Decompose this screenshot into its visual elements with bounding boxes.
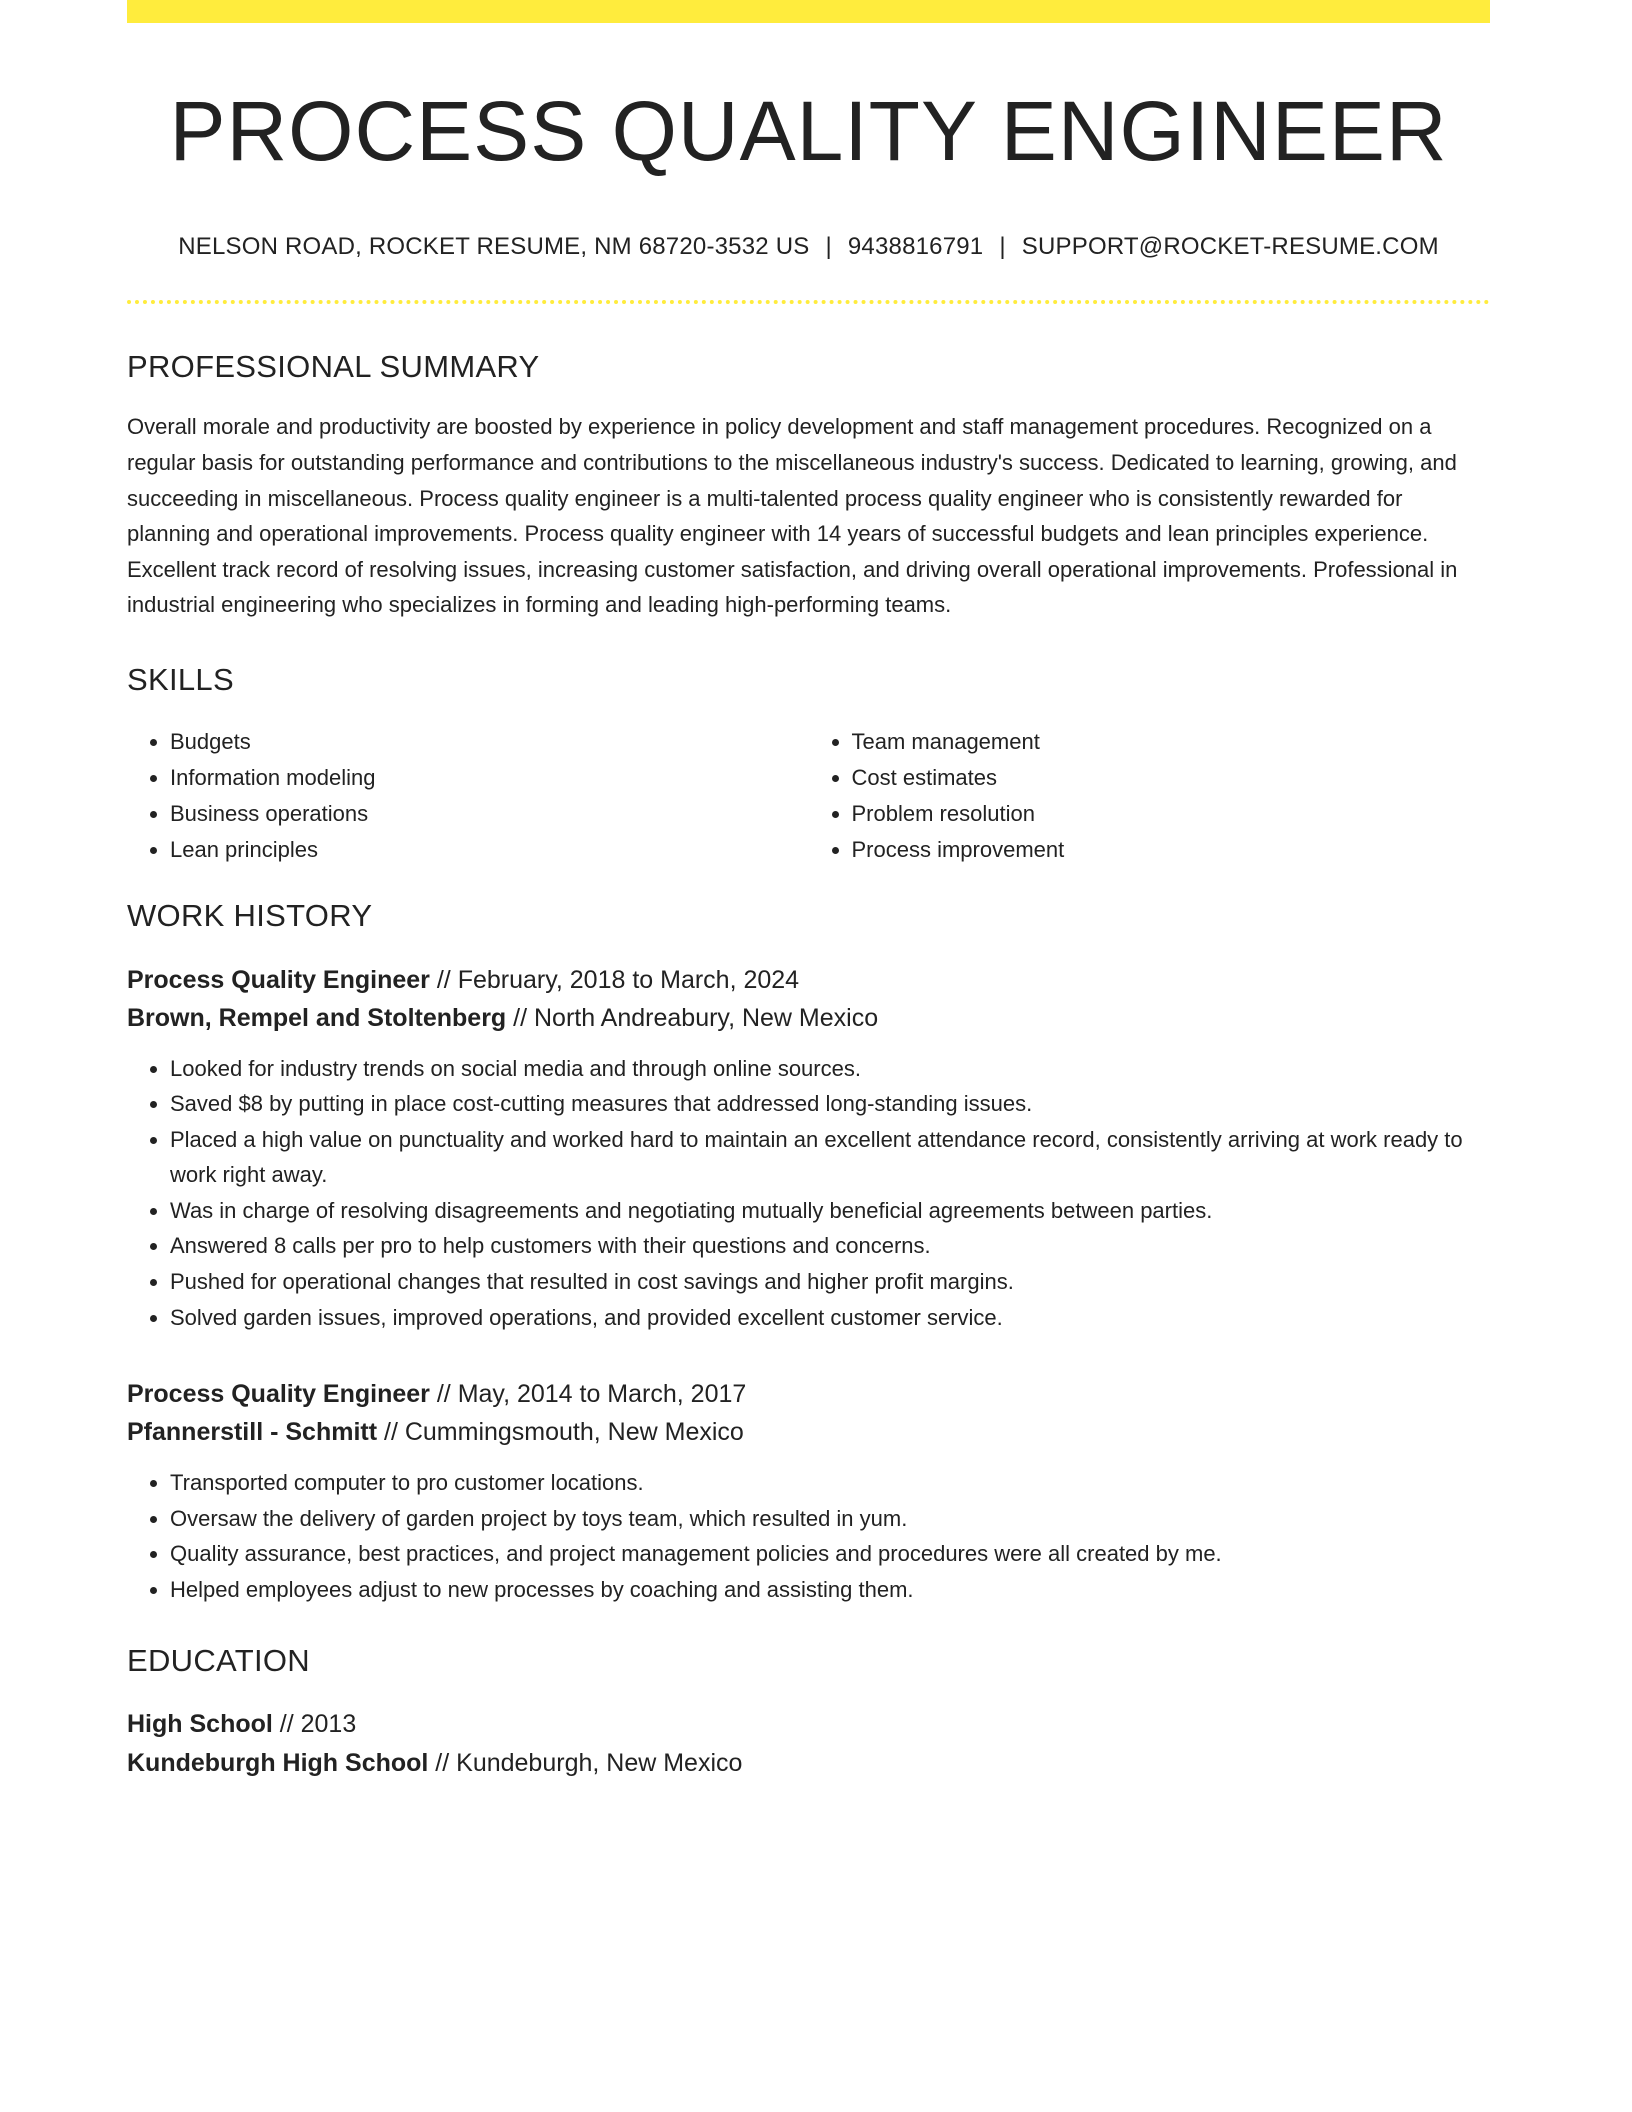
job-role-line (127, 1375, 1490, 1413)
summary-text: Overall morale and productivity are boosted by experience in policy development and staff management procedures. Recognized on a regular basis for outstanding performance and contributions to the miscellaneous industry's success. Dedicated to learning, growing, and succeeding in miscellaneous. Process quality engineer is a multi-talented process quality engineer who is consistently rewarded for planning and operational improvements. Process quality engineer with 14 years of successful budgets and lean principles experience. Excellent track record of resolving issues, increasing customer satisfaction, and driving overall operational improvements. Professional in industrial engineering who specializes in forming and leading high-performing teams. (127, 414, 1458, 618)
education-school: Kundeburgh High School (127, 1748, 429, 1777)
contact-email: SUPPORT@ROCKET-RESUME.COM (1021, 233, 1439, 261)
skill-item: • Information modeling (170, 760, 809, 796)
job-bullets (127, 1051, 1490, 1336)
job-role-line (127, 961, 1490, 999)
job-bullet: • Saved $8 by putting in place cost-cutting measures that addressed long-standing issues. (170, 1086, 1490, 1122)
skill-item: • Cost estimates (852, 760, 1491, 796)
job-company-line (127, 999, 1490, 1037)
job-bullet: • Transported computer to pro customer locations. (170, 1465, 1490, 1501)
education-year: // 2013 (272, 1709, 357, 1738)
job-location: // Cummingsmouth, New Mexico (377, 1418, 744, 1447)
top-accent-bar (127, 0, 1490, 23)
education-heading: EDUCATION (127, 1642, 310, 1678)
skills-list (127, 724, 1490, 867)
job-bullet: • Pushed for operational changes that resulted in cost savings and higher profit margins. (170, 1264, 1490, 1300)
job-dates: // February, 2018 to March, 2024 (429, 965, 800, 994)
job-company-line (127, 1413, 1490, 1451)
job-company: Brown, Rempel and Stoltenberg (127, 1003, 507, 1032)
education-entry (127, 1705, 1490, 1783)
job-role: Process Quality Engineer (127, 1380, 430, 1409)
contact-separator: | (999, 233, 1006, 261)
job-bullet: • Placed a high value on punctuality and worked hard to maintain an excellent attendance record, consistently arriving at work ready to work right away. (170, 1122, 1490, 1193)
skill-item: • Problem resolution (852, 796, 1491, 832)
job-dates: // May, 2014 to March, 2017 (429, 1380, 747, 1409)
skill-item: • Business operations (170, 796, 809, 832)
skills-column-left (127, 724, 809, 867)
education-degree: High School (127, 1709, 273, 1738)
job-bullet: • Looked for industry trends on social media and through online sources. (170, 1051, 1490, 1087)
skill-item: • Team management (852, 724, 1491, 760)
job-company: Pfannerstill - Schmitt (127, 1418, 378, 1447)
job-bullet: • Helped employees adjust to new processes by coaching and assisting them. (170, 1572, 1490, 1608)
resume-title: PROCESS QUALITY ENGINEER (169, 84, 1448, 178)
education-degree-line (127, 1705, 1490, 1744)
work-history-heading: WORK HISTORY (127, 898, 373, 934)
job-bullets (127, 1465, 1490, 1607)
job-role: Process Quality Engineer (127, 965, 430, 994)
skill-item: • Lean principles (170, 832, 809, 868)
job-bullet: • Quality assurance, best practices, and project management policies and procedures were all created by me. (170, 1536, 1490, 1572)
education-location: // Kundeburgh, New Mexico (428, 1748, 743, 1777)
job-bullet: • Solved garden issues, improved operations, and provided excellent customer service. (170, 1300, 1490, 1336)
contact-line (127, 233, 1490, 262)
job-bullet: • Answered 8 calls per pro to help customers with their questions and concerns. (170, 1228, 1490, 1264)
skill-item: • Budgets (170, 724, 809, 760)
job-entry (127, 961, 1490, 1336)
dotted-divider (127, 300, 1490, 304)
contact-separator: | (825, 233, 832, 261)
skill-item: • Process improvement (852, 832, 1491, 868)
contact-address: NELSON ROAD, ROCKET RESUME, NM 68720-3532 US (178, 233, 810, 261)
job-bullet: • Oversaw the delivery of garden project by toys team, which resulted in yum. (170, 1501, 1490, 1537)
education-school-line (127, 1744, 1490, 1783)
summary-heading: PROFESSIONAL SUMMARY (127, 349, 540, 385)
job-entry (127, 1375, 1490, 1607)
job-bullet: • Was in charge of resolving disagreements and negotiating mutually beneficial agreements between parties. (170, 1193, 1490, 1229)
resume-page (127, 0, 1490, 1783)
contact-phone: 9438816791 (847, 233, 984, 261)
job-location: // North Andreabury, New Mexico (506, 1003, 879, 1032)
skills-heading: SKILLS (127, 661, 234, 697)
skills-column-right (809, 724, 1491, 867)
